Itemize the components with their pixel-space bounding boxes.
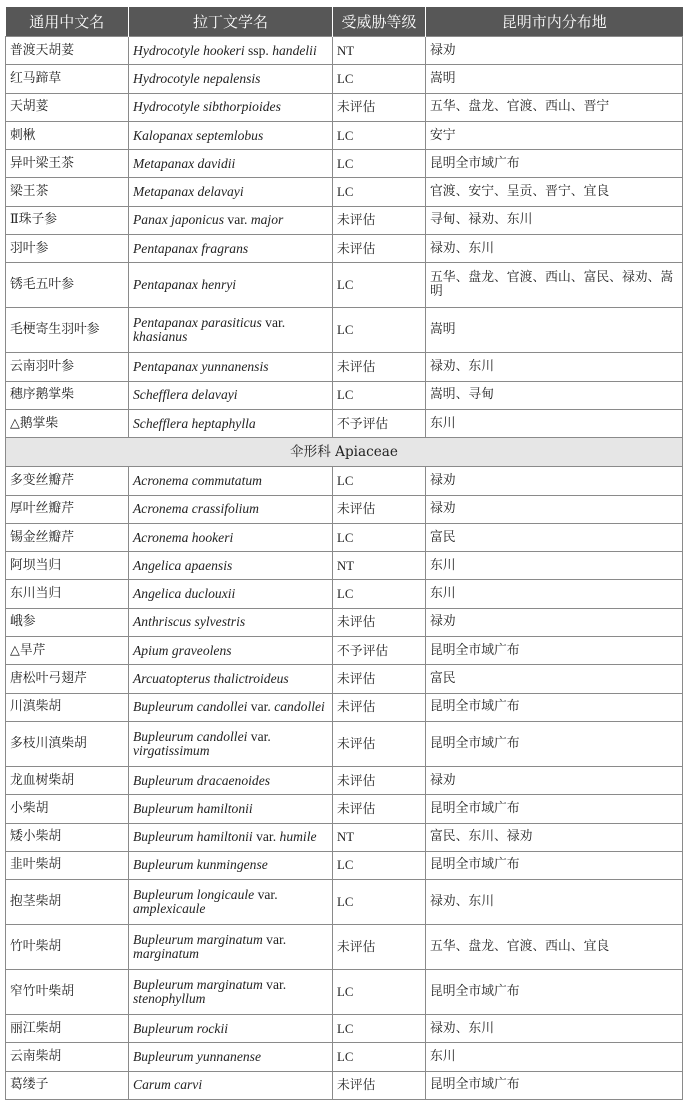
latin-italic-part: Bupleurum dracaenoides (133, 772, 271, 788)
cell-distribution: 嵩明、寻甸 (426, 381, 683, 409)
family-section (6, 438, 683, 467)
table-row (6, 121, 683, 149)
latin-italic-part: virgatissimum (133, 742, 210, 758)
cell-chinese-name: 窄竹叶柴胡 (6, 970, 129, 1015)
cell-chinese-name: 羽叶参 (6, 235, 129, 263)
table-row (6, 65, 683, 93)
cell-chinese-name: 唐松叶弓翅芹 (6, 665, 129, 693)
table-row (6, 206, 683, 234)
table-row (6, 880, 683, 925)
cell-latin-name (129, 235, 333, 263)
cell-distribution: 昆明全市域广布 (426, 150, 683, 178)
latin-italic-part: Bupleurum candollei (133, 699, 248, 715)
table-row (6, 1071, 683, 1099)
cell-threat-level: LC (333, 381, 426, 409)
table-row (6, 353, 683, 381)
cell-distribution: 禄劝、东川 (426, 353, 683, 381)
latin-italic-part: Hydrocotyle sibthorpioides (133, 99, 281, 115)
cell-distribution: 寻甸、禄劝、东川 (426, 206, 683, 234)
latin-italic-part: humile (279, 829, 317, 845)
cell-latin-name (129, 823, 333, 851)
cell-latin-name (129, 37, 333, 65)
cell-chinese-name: 异叶梁王茶 (6, 150, 129, 178)
cell-distribution: 昆明全市域广布 (426, 1071, 683, 1099)
cell-latin-name (129, 121, 333, 149)
cell-threat-level: 未评估 (333, 795, 426, 823)
table-row (6, 235, 683, 263)
cell-latin-name (129, 65, 333, 93)
latin-rank-part: var. (262, 932, 287, 948)
latin-rank-part: var. (254, 887, 278, 903)
cell-distribution: 富民、东川、禄劝 (426, 823, 683, 851)
cell-latin-name (129, 150, 333, 178)
latin-italic-part: major (250, 212, 284, 228)
header-chinese-name: 通用中文名 (6, 7, 129, 37)
cell-distribution: 东川 (426, 1043, 683, 1071)
cell-threat-level: LC (333, 263, 426, 308)
cell-latin-name (129, 665, 333, 693)
cell-threat-level: 未评估 (333, 766, 426, 794)
latin-italic-part: Bupleurum marginatum (133, 932, 263, 948)
cell-chinese-name: 毛梗寄生羽叶参 (6, 308, 129, 353)
cell-distribution: 昆明全市域广布 (426, 795, 683, 823)
cell-chinese-name: 普渡天胡荽 (6, 37, 129, 65)
latin-italic-part: Pentapanax fragrans (133, 240, 249, 256)
latin-italic-part: Apium graveolens (133, 642, 232, 658)
latin-italic-part: Hydrocotyle hookeri (133, 42, 245, 58)
table-row (6, 308, 683, 353)
table-row (6, 1015, 683, 1043)
cell-chinese-name: 抱茎柴胡 (6, 880, 129, 925)
latin-italic-part: Bupleurum rockii (133, 1020, 229, 1036)
cell-distribution: 东川 (426, 580, 683, 608)
header-row (6, 7, 683, 37)
latin-italic-part: Pentapanax parasiticus (133, 315, 262, 331)
latin-rank-part: var. (247, 728, 271, 744)
cell-threat-level: 未评估 (333, 608, 426, 636)
cell-chinese-name: 矮小柴胡 (6, 823, 129, 851)
cell-distribution: 禄劝、东川 (426, 1015, 683, 1043)
latin-italic-part: marginatum (133, 946, 199, 962)
cell-threat-level: NT (333, 552, 426, 580)
cell-threat-level: LC (333, 150, 426, 178)
latin-italic-part: Bupleurum kunmingense (133, 857, 268, 873)
cell-latin-name (129, 721, 333, 766)
latin-italic-part: Acronema hookeri (133, 529, 234, 545)
cell-latin-name (129, 263, 333, 308)
cell-threat-level: LC (333, 178, 426, 206)
cell-chinese-name: 峨参 (6, 608, 129, 636)
header-latin-name: 拉丁文学名 (129, 7, 333, 37)
cell-threat-level: 未评估 (333, 1071, 426, 1099)
cell-latin-name (129, 580, 333, 608)
cell-threat-level: 未评估 (333, 665, 426, 693)
latin-italic-part: Arcuatopterus thalictroideus (133, 670, 289, 686)
cell-chinese-name: 多枝川滇柴胡 (6, 721, 129, 766)
latin-italic-part: amplexicaule (133, 901, 206, 917)
latin-rank-part: var. (261, 315, 286, 331)
cell-latin-name (129, 766, 333, 794)
cell-distribution: 昆明全市域广布 (426, 693, 683, 721)
cell-threat-level: 未评估 (333, 93, 426, 121)
latin-italic-part: Bupleurum candollei (133, 728, 248, 744)
cell-distribution: 富民 (426, 523, 683, 551)
latin-italic-part: candollei (274, 699, 325, 715)
cell-distribution: 五华、盘龙、官渡、西山、富民、禄劝、嵩明 (426, 263, 683, 308)
table-row (6, 637, 683, 665)
table-row (6, 970, 683, 1015)
table-row (6, 467, 683, 495)
cell-latin-name (129, 693, 333, 721)
cell-threat-level: LC (333, 65, 426, 93)
latin-rank-part: var. (224, 212, 251, 228)
cell-chinese-name: Ⅱ珠子参 (6, 206, 129, 234)
header-distribution: 昆明市内分布地 (426, 7, 683, 37)
latin-rank-part: ssp. (244, 42, 273, 58)
cell-latin-name (129, 409, 333, 437)
cell-latin-name (129, 608, 333, 636)
latin-italic-part: Anthriscus sylvestris (133, 614, 246, 630)
latin-italic-part: Acronema crassifolium (133, 501, 259, 517)
cell-latin-name (129, 93, 333, 121)
table-body-bottom (6, 467, 683, 1100)
cell-latin-name (129, 1015, 333, 1043)
latin-italic-part: Kalopanax septemlobus (133, 127, 264, 143)
cell-distribution: 嵩明 (426, 65, 683, 93)
table-row (6, 665, 683, 693)
table-row (6, 721, 683, 766)
cell-distribution: 五华、盘龙、官渡、西山、宜良 (426, 925, 683, 970)
cell-latin-name (129, 206, 333, 234)
latin-italic-part: stenophyllum (133, 991, 206, 1007)
table-row (6, 795, 683, 823)
table-row (6, 495, 683, 523)
latin-italic-part: Pentapanax henryi (133, 277, 237, 293)
cell-chinese-name: 葛缕子 (6, 1071, 129, 1099)
cell-threat-level: 未评估 (333, 206, 426, 234)
cell-threat-level: LC (333, 308, 426, 353)
cell-threat-level: LC (333, 970, 426, 1015)
cell-threat-level: LC (333, 1015, 426, 1043)
latin-italic-part: Bupleurum yunnanense (133, 1049, 261, 1065)
table-body-top (6, 37, 683, 438)
cell-latin-name (129, 880, 333, 925)
cell-chinese-name: 阿坝当归 (6, 552, 129, 580)
cell-distribution: 东川 (426, 409, 683, 437)
table-row (6, 693, 683, 721)
cell-distribution: 禄劝 (426, 37, 683, 65)
table-row (6, 580, 683, 608)
cell-threat-level: 未评估 (333, 693, 426, 721)
cell-chinese-name: 龙血树柴胡 (6, 766, 129, 794)
cell-latin-name (129, 381, 333, 409)
cell-distribution: 五华、盘龙、官渡、西山、晋宁 (426, 93, 683, 121)
latin-italic-part: Carum carvi (133, 1077, 203, 1093)
cell-threat-level: LC (333, 880, 426, 925)
cell-chinese-name: 多变丝瓣芹 (6, 467, 129, 495)
cell-threat-level: LC (333, 1043, 426, 1071)
cell-threat-level: 未评估 (333, 235, 426, 263)
table-row (6, 523, 683, 551)
latin-italic-part: khasianus (133, 329, 188, 345)
cell-latin-name (129, 467, 333, 495)
latin-italic-part: Bupleurum longicaule (133, 887, 255, 903)
cell-distribution: 安宁 (426, 121, 683, 149)
cell-threat-level: 未评估 (333, 353, 426, 381)
cell-chinese-name: 梁王茶 (6, 178, 129, 206)
table-row (6, 925, 683, 970)
cell-latin-name (129, 1043, 333, 1071)
cell-threat-level: 未评估 (333, 925, 426, 970)
latin-italic-part: Schefflera heptaphylla (133, 415, 256, 431)
cell-threat-level: NT (333, 823, 426, 851)
cell-chinese-name: 刺楸 (6, 121, 129, 149)
cell-distribution: 禄劝、东川 (426, 235, 683, 263)
table-row (6, 409, 683, 437)
cell-threat-level: 不予评估 (333, 409, 426, 437)
latin-rank-part: var. (262, 977, 287, 993)
latin-italic-part: Hydrocotyle nepalensis (133, 70, 261, 86)
latin-italic-part: Schefflera delavayi (133, 387, 238, 403)
cell-latin-name (129, 795, 333, 823)
latin-rank-part: var. (247, 699, 275, 715)
table-row (6, 823, 683, 851)
cell-distribution: 昆明全市域广布 (426, 721, 683, 766)
latin-italic-part: Panax japonicus (133, 212, 224, 228)
cell-chinese-name: 穗序鹅掌柴 (6, 381, 129, 409)
cell-latin-name (129, 637, 333, 665)
cell-chinese-name: 云南柴胡 (6, 1043, 129, 1071)
cell-distribution: 富民 (426, 665, 683, 693)
cell-distribution: 官渡、安宁、呈贡、晋宁、宜良 (426, 178, 683, 206)
cell-distribution: 禄劝、东川 (426, 880, 683, 925)
latin-rank-part: var. (252, 829, 280, 845)
cell-threat-level: 未评估 (333, 721, 426, 766)
cell-latin-name (129, 308, 333, 353)
cell-threat-level: LC (333, 851, 426, 879)
table-row (6, 552, 683, 580)
cell-chinese-name: 竹叶柴胡 (6, 925, 129, 970)
cell-chinese-name: 云南羽叶参 (6, 353, 129, 381)
cell-distribution: 昆明全市域广布 (426, 970, 683, 1015)
family-section-label: 伞形科 Apiaceae (6, 438, 683, 467)
latin-italic-part: Bupleurum marginatum (133, 977, 263, 993)
table-row (6, 37, 683, 65)
cell-chinese-name: 川滇柴胡 (6, 693, 129, 721)
cell-chinese-name: 东川当归 (6, 580, 129, 608)
cell-latin-name (129, 178, 333, 206)
cell-distribution: 嵩明 (426, 308, 683, 353)
cell-distribution: 昆明全市域广布 (426, 851, 683, 879)
table-row (6, 851, 683, 879)
cell-chinese-name: 天胡荽 (6, 93, 129, 121)
cell-latin-name (129, 1071, 333, 1099)
cell-distribution: 禄劝 (426, 495, 683, 523)
cell-chinese-name: 红马蹄草 (6, 65, 129, 93)
cell-latin-name (129, 353, 333, 381)
latin-italic-part: Pentapanax yunnanensis (133, 359, 269, 375)
table-row (6, 178, 683, 206)
table-row (6, 93, 683, 121)
cell-distribution: 东川 (426, 552, 683, 580)
cell-chinese-name: 锈毛五叶参 (6, 263, 129, 308)
cell-chinese-name: 小柴胡 (6, 795, 129, 823)
cell-threat-level: LC (333, 121, 426, 149)
cell-threat-level: LC (333, 580, 426, 608)
cell-threat-level: NT (333, 37, 426, 65)
cell-distribution: 昆明全市域广布 (426, 637, 683, 665)
cell-chinese-name: 锡金丝瓣芹 (6, 523, 129, 551)
cell-latin-name (129, 523, 333, 551)
cell-distribution: 禄劝 (426, 608, 683, 636)
cell-chinese-name: △鹅掌柴 (6, 409, 129, 437)
cell-distribution: 禄劝 (426, 467, 683, 495)
cell-distribution: 禄劝 (426, 766, 683, 794)
species-table (5, 7, 683, 1100)
cell-threat-level: LC (333, 467, 426, 495)
table-row (6, 1043, 683, 1071)
latin-italic-part: Acronema commutatum (133, 472, 262, 488)
table-row (6, 608, 683, 636)
cell-latin-name (129, 552, 333, 580)
cell-latin-name (129, 970, 333, 1015)
table-row (6, 150, 683, 178)
cell-chinese-name: 厚叶丝瓣芹 (6, 495, 129, 523)
latin-italic-part: Metapanax delavayi (133, 184, 244, 200)
cell-latin-name (129, 925, 333, 970)
latin-italic-part: Angelica duclouxii (133, 586, 236, 602)
latin-italic-part: Angelica apaensis (133, 557, 233, 573)
latin-italic-part: handelii (272, 42, 317, 58)
species-table-container (5, 7, 682, 1100)
latin-italic-part: Bupleurum hamiltonii (133, 829, 253, 845)
latin-italic-part: Bupleurum hamiltonii (133, 800, 253, 816)
cell-chinese-name: 丽江柴胡 (6, 1015, 129, 1043)
cell-threat-level: 不予评估 (333, 637, 426, 665)
cell-chinese-name: △旱芹 (6, 637, 129, 665)
cell-threat-level: 未评估 (333, 495, 426, 523)
cell-chinese-name: 韭叶柴胡 (6, 851, 129, 879)
cell-threat-level: LC (333, 523, 426, 551)
section-row (6, 438, 683, 467)
table-row (6, 381, 683, 409)
table-row (6, 766, 683, 794)
cell-latin-name (129, 495, 333, 523)
table-row (6, 263, 683, 308)
header-threat-level: 受威胁等级 (333, 7, 426, 37)
cell-latin-name (129, 851, 333, 879)
latin-italic-part: Metapanax davidii (133, 155, 236, 171)
